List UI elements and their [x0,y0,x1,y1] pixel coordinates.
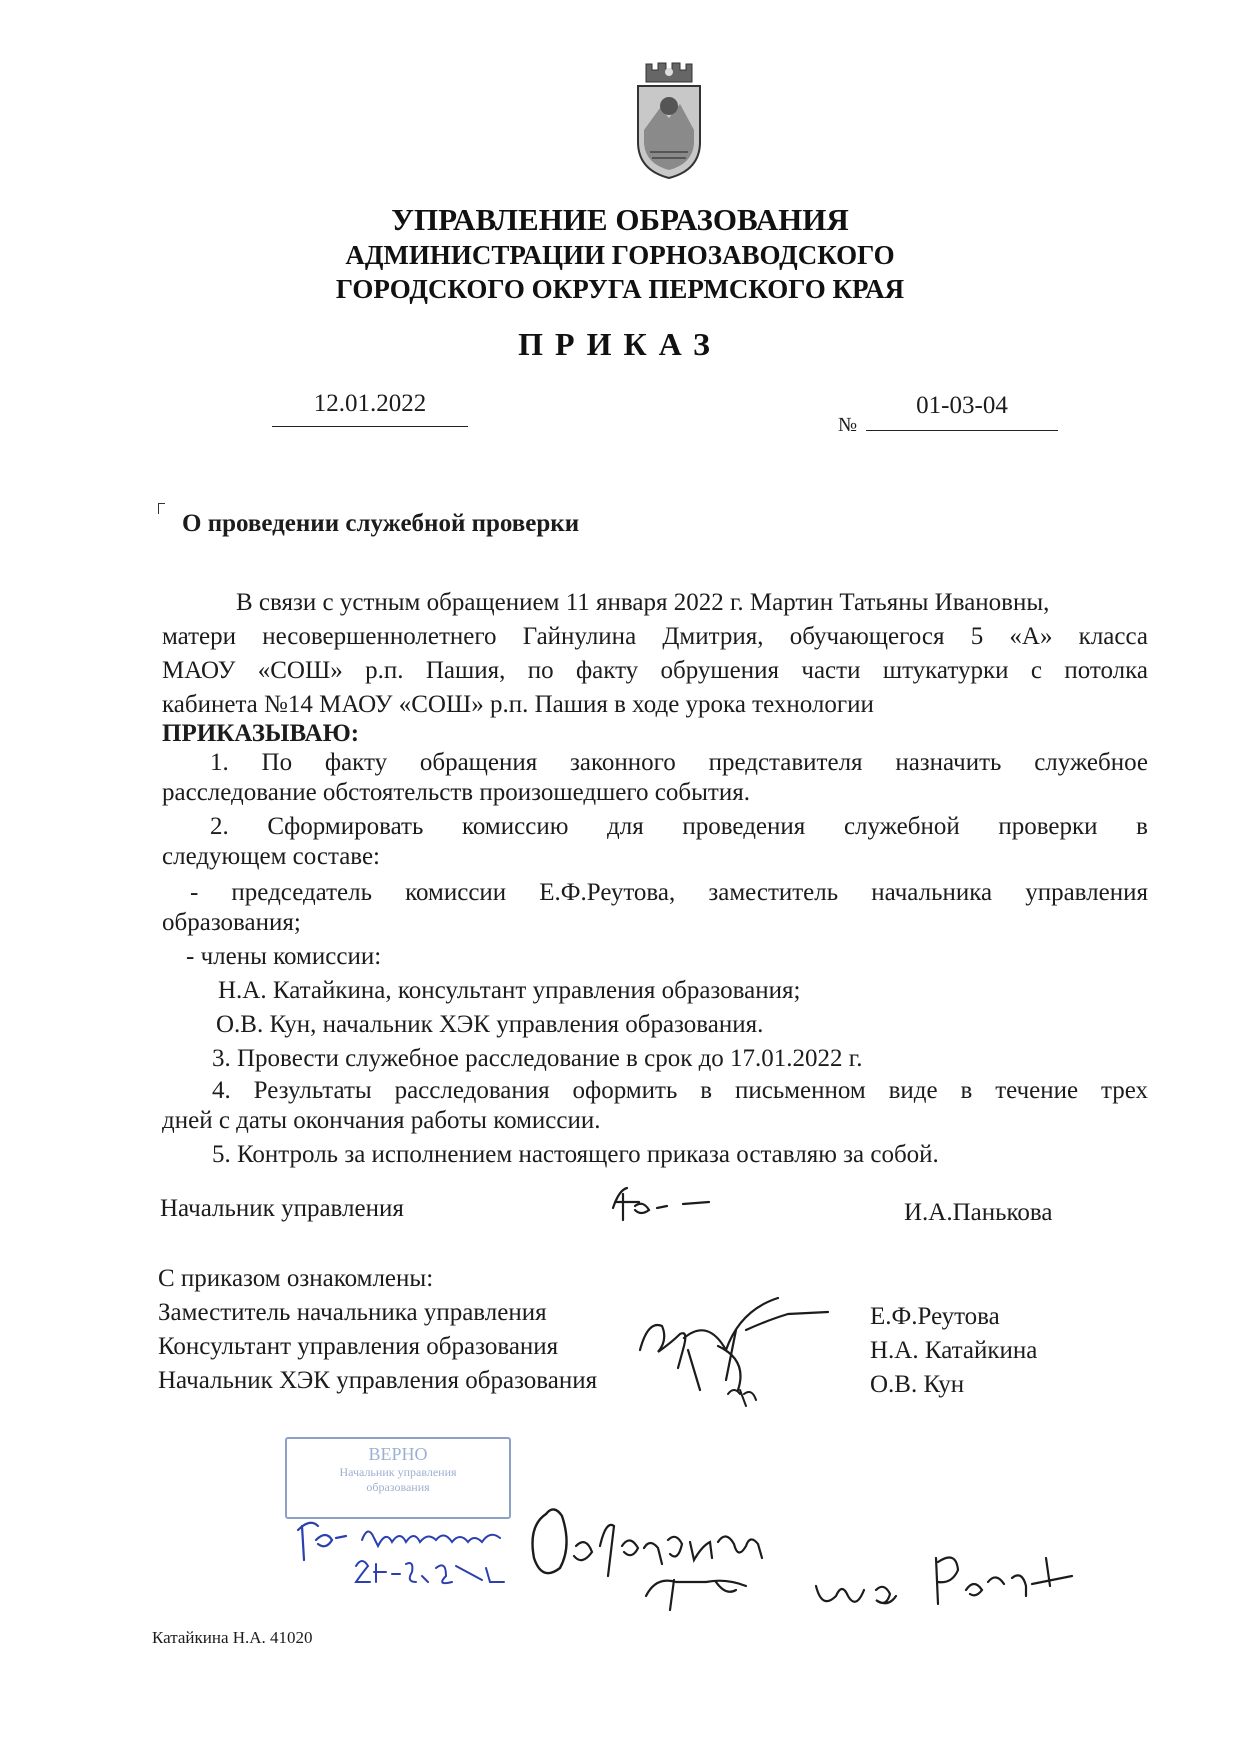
acquainted-title: С приказом ознакомлены: [158,1265,434,1292]
acquainted-position-2: Консультант управления образования [158,1333,559,1360]
date-underline [272,426,468,427]
preamble-line-1: В связи с устным обращением 11 января 2022 г. Мартин Татьяны Ивановны, [236,589,1050,616]
signatory-position: Начальник управления [160,1195,404,1222]
org-name-line-2: АДМИНИСТРАЦИИ ГОРНОЗАВОДСКОГО [345,240,895,270]
preamble-line-4: кабинета №14 МАОУ «СОШ» р.п. Пашия в ходе урока технологии [162,691,874,718]
member-2: О.В. Кун, начальник ХЭК управления образования. [216,1011,764,1038]
subject-corner-mark [158,503,165,514]
handwritten-blue-note [296,1490,526,1600]
number-underline [866,430,1058,431]
chair-line-1: - председатель комиссии Е.Ф.Реутова, заместитель начальника управления [190,879,1148,906]
order-word: ПРИКАЗЫВАЮ: [162,720,360,747]
order-date: 12.01.2022 [313,390,427,417]
org-name-line-1: УПРАВЛЕНИЕ ОБРАЗОВАНИЯ [391,202,849,237]
acquainted-name-1: Е.Ф.Реутова [870,1303,1000,1330]
handwritten-acknowledgement [526,1486,1086,1626]
member-1: Н.А. Катайкина, консультант управления образования; [218,977,801,1004]
item-2-line-1: 2. Сформировать комиссию для проведения служебной проверки в [210,813,1148,840]
item-4-line-1: 4. Результаты расследования оформить в письменном виде в течение трех [212,1077,1148,1104]
item-3: 3. Провести служебное расследование в срок до 17.01.2022 г. [212,1045,863,1072]
signatory-name: И.А.Панькова [904,1199,1053,1226]
item-1-line-1: 1. По факту обращения законного представителя назначить служебное [210,749,1148,776]
executor-info: Катайкина Н.А. 41020 [152,1628,313,1647]
org-name-line-3: ГОРОДСКОГО ОКРУГА ПЕРМСКОГО КРАЯ [335,274,905,304]
item-5: 5. Контроль за исполнением настоящего приказа оставляю за собой. [212,1141,939,1168]
order-number: 01-03-04 [916,392,1008,419]
chair-line-2: образования; [162,909,301,936]
number-sign: № [838,414,858,436]
item-1-line-2: расследование обстоятельств произошедшего события. [162,779,750,806]
item-4-line-2: дней с даты окончания работы комиссии. [162,1107,601,1134]
acquainted-position-3: Начальник ХЭК управления образования [158,1367,598,1394]
coat-of-arms-emblem [630,60,708,182]
item-2-line-2: следующем составе: [162,843,380,870]
director-signature [605,1180,715,1230]
acquainted-signatures [628,1290,838,1420]
stamp-line-3: образования [366,1480,430,1494]
document-type-title: ПРИКАЗ [518,326,722,362]
acquainted-name-2: Н.А. Катайкина [870,1337,1038,1364]
acquainted-name-3: О.В. Кун [870,1371,965,1398]
stamp-line-2: Начальник управления [339,1465,457,1479]
stamp-line-1: ВЕРНО [368,1444,428,1464]
preamble-line-2: матери несовершеннолетнего Гайнулина Дмитрия, обучающегося 5 «А» класса [162,623,1148,650]
acquainted-position-1: Заместитель начальника управления [158,1299,547,1326]
order-subject: О проведении служебной проверки [182,510,580,537]
members-label: - члены комиссии: [186,943,382,970]
preamble-line-3: МАОУ «СОШ» р.п. Пашия, по факту обрушения части штукатурки с потолка [162,657,1148,684]
